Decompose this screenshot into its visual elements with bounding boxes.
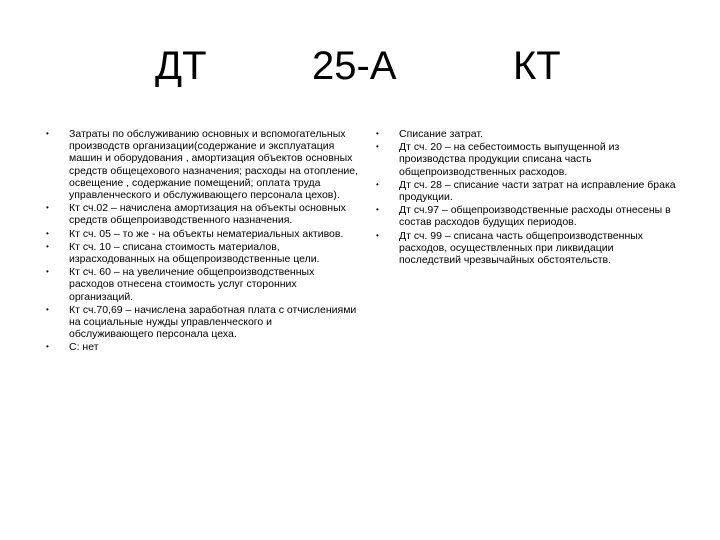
debit-list bbox=[46, 128, 359, 355]
list-item-text: Кт сч.70,69 – начислена заработная плата с отчислениями на социальные нужды управленческого и обслуживающего персонала цеха. bbox=[69, 303, 357, 341]
list-item bbox=[376, 178, 677, 204]
bullet-icon: • bbox=[376, 230, 379, 240]
bullet-icon: • bbox=[46, 228, 49, 238]
list-item bbox=[376, 204, 677, 229]
list-item bbox=[46, 202, 359, 227]
bullet-icon: • bbox=[46, 267, 49, 277]
list-item bbox=[46, 341, 359, 354]
bullet-icon: • bbox=[46, 203, 49, 213]
bullet-icon: • bbox=[46, 129, 49, 138]
list-item-text: Дт сч.97 – общепроизводственные расходы отнесены в состав расходов будущих периодов. bbox=[399, 204, 671, 229]
list-item bbox=[46, 128, 359, 202]
list-item-text: Дт сч. 20 – на себестоимость выпущенной из производства продукции списана часть общепроизводственных расходов. bbox=[399, 141, 620, 178]
credit-list bbox=[376, 128, 677, 267]
bullet-icon: • bbox=[376, 129, 379, 138]
header-credit: КТ bbox=[513, 44, 561, 88]
list-item-text: Затраты по обслуживанию основных и вспомогательных производств организации(содержание и эксплуатация машин и оборудования , амортизация объектов основных средств общецехового назначения; расходы на отопление, освещение , содержание помещений; оплата труда управленческого и обслуживающего персонала цехов). bbox=[69, 128, 358, 202]
bullet-icon: • bbox=[376, 179, 379, 189]
bullet-icon: • bbox=[376, 142, 379, 152]
list-item-text: Списание затрат. bbox=[399, 128, 483, 140]
bullet-icon: • bbox=[46, 342, 49, 352]
list-item bbox=[46, 266, 359, 303]
list-item bbox=[376, 141, 677, 178]
list-item-text: Дт сч. 99 – списана часть общепроизводственных расходов, осуществленных при ликвидации последствий чрезвычайных обстоятельств. bbox=[399, 229, 644, 267]
bullet-icon: • bbox=[46, 304, 49, 314]
header-account: 25-А bbox=[312, 44, 397, 88]
list-item bbox=[46, 227, 359, 240]
list-item bbox=[46, 303, 359, 341]
list-item-text: Кт сч. 60 – на увеличение общепроизводственных расходов отнесена стоимость услуг сторонних организаций. bbox=[69, 266, 315, 303]
list-item-text: Кт сч.02 – начислена амортизация на объекты основных средств общепроизводственного назначения. bbox=[69, 202, 346, 227]
list-item-text: Кт сч. 05 – то же - на объекты нематериальных активов. bbox=[69, 227, 344, 240]
bullet-icon: • bbox=[46, 241, 49, 251]
header-debit: ДТ bbox=[155, 44, 207, 88]
list-item-text: Кт сч. 10 – списана стоимость материалов, израсходованных на общепроизводственные цели. bbox=[69, 240, 320, 266]
list-item-text: С: нет bbox=[69, 341, 99, 354]
list-item bbox=[376, 229, 677, 267]
list-item-text: Дт сч. 28 – списание части затрат на исправление брака продукции. bbox=[399, 178, 676, 204]
bullet-icon: • bbox=[376, 205, 379, 215]
list-item bbox=[376, 128, 677, 140]
list-item bbox=[46, 240, 359, 266]
